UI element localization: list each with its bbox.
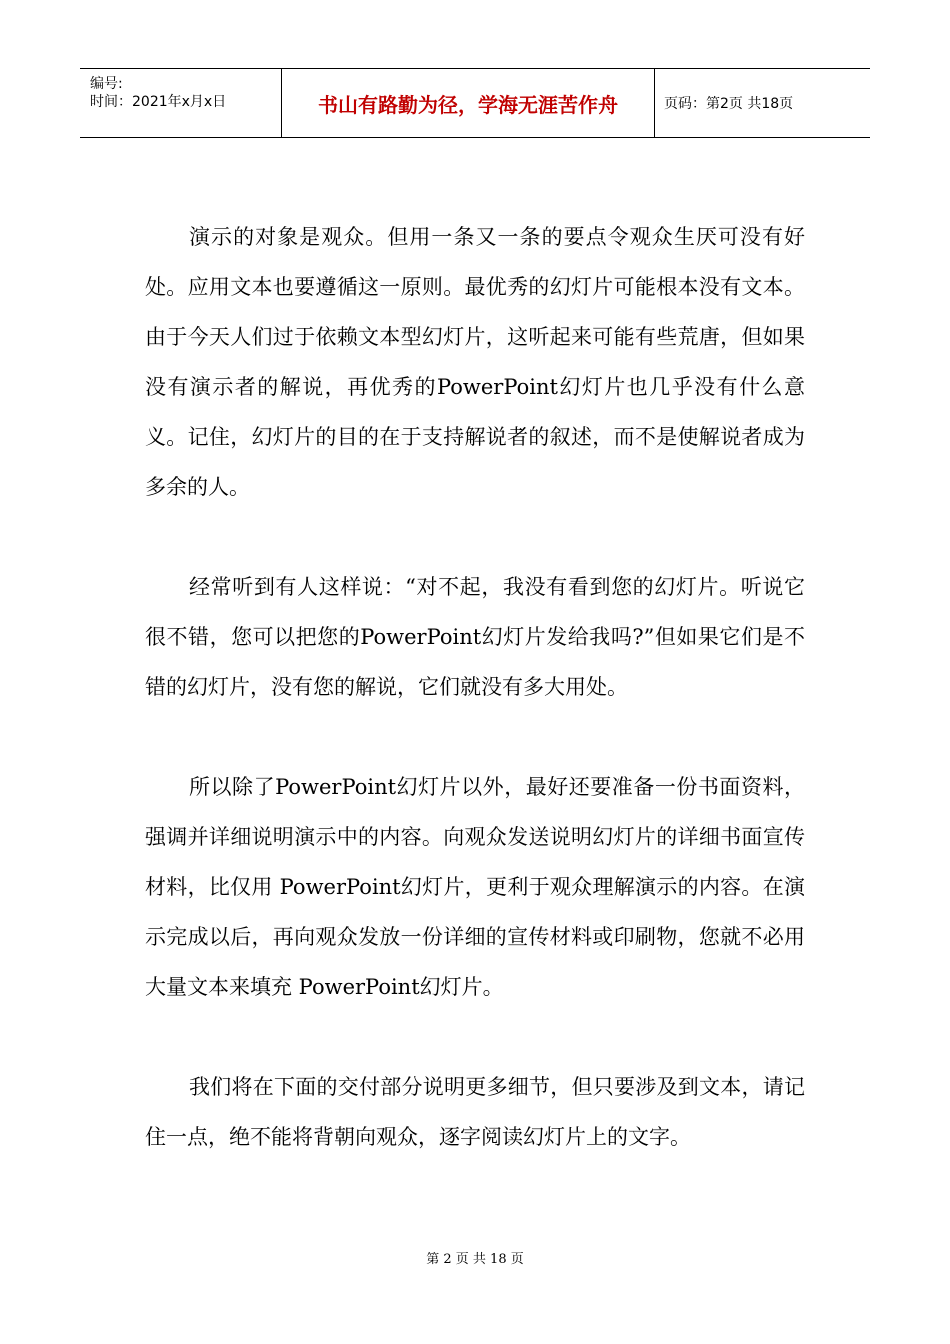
body-paragraph: 所以除了PowerPoint幻灯片以外，最好还要准备一份书面资料，强调并详细说明演示中的内容。向观众发送说明幻灯片的详细书面宣传材料，比仅用 PowerPoint幻灯片，更利于观众理解演示的内容。在演示完成以后，再向观众发放一份详细的宣传材料或印刷物，您就不必用大量文本来填充 PowerPoint幻灯片。 (145, 775, 805, 999)
body-paragraph: 经常听到有人这样说：“对不起，我没有看到您的幻灯片。听说它很不错，您可以把您的PowerPoint幻灯片发给我吗?”但如果它们是不错的幻灯片，没有您的解说，它们就没有多大用处。 (145, 575, 805, 699)
page-footer: 第 2 页 共 18 页 (426, 1252, 524, 1267)
document-number-label: 编号: (90, 76, 123, 92)
document-body (145, 212, 805, 1212)
body-paragraph: 我们将在下面的交付部分说明更多细节，但只要涉及到文本，请记住一点，绝不能将背朝向观众，逐字阅读幻灯片上的文字。 (145, 1075, 805, 1149)
header-divider (654, 69, 655, 137)
document-date-label: 时间：2021年x月x日 (90, 94, 227, 110)
header-page-info: 页码：第2页 共18页 (664, 96, 794, 112)
body-paragraph: 演示的对象是观众。但用一条又一条的要点令观众生厌可没有好处。应用文本也要遵循这一原则。最优秀的幻灯片可能根本没有文本。由于今天人们过于依赖文本型幻灯片，这听起来可能有些荒唐，但如果没有演示者的解说，再优秀的PowerPoint幻灯片也几乎没有什么意义。记住，幻灯片的目的在于支持解说者的叙述，而不是使解说者成为多余的人。 (145, 225, 805, 499)
header-meta (80, 69, 280, 137)
document-header (80, 68, 870, 138)
header-motto: 书山有路勤为径，学海无涯苦作舟 (318, 92, 618, 117)
